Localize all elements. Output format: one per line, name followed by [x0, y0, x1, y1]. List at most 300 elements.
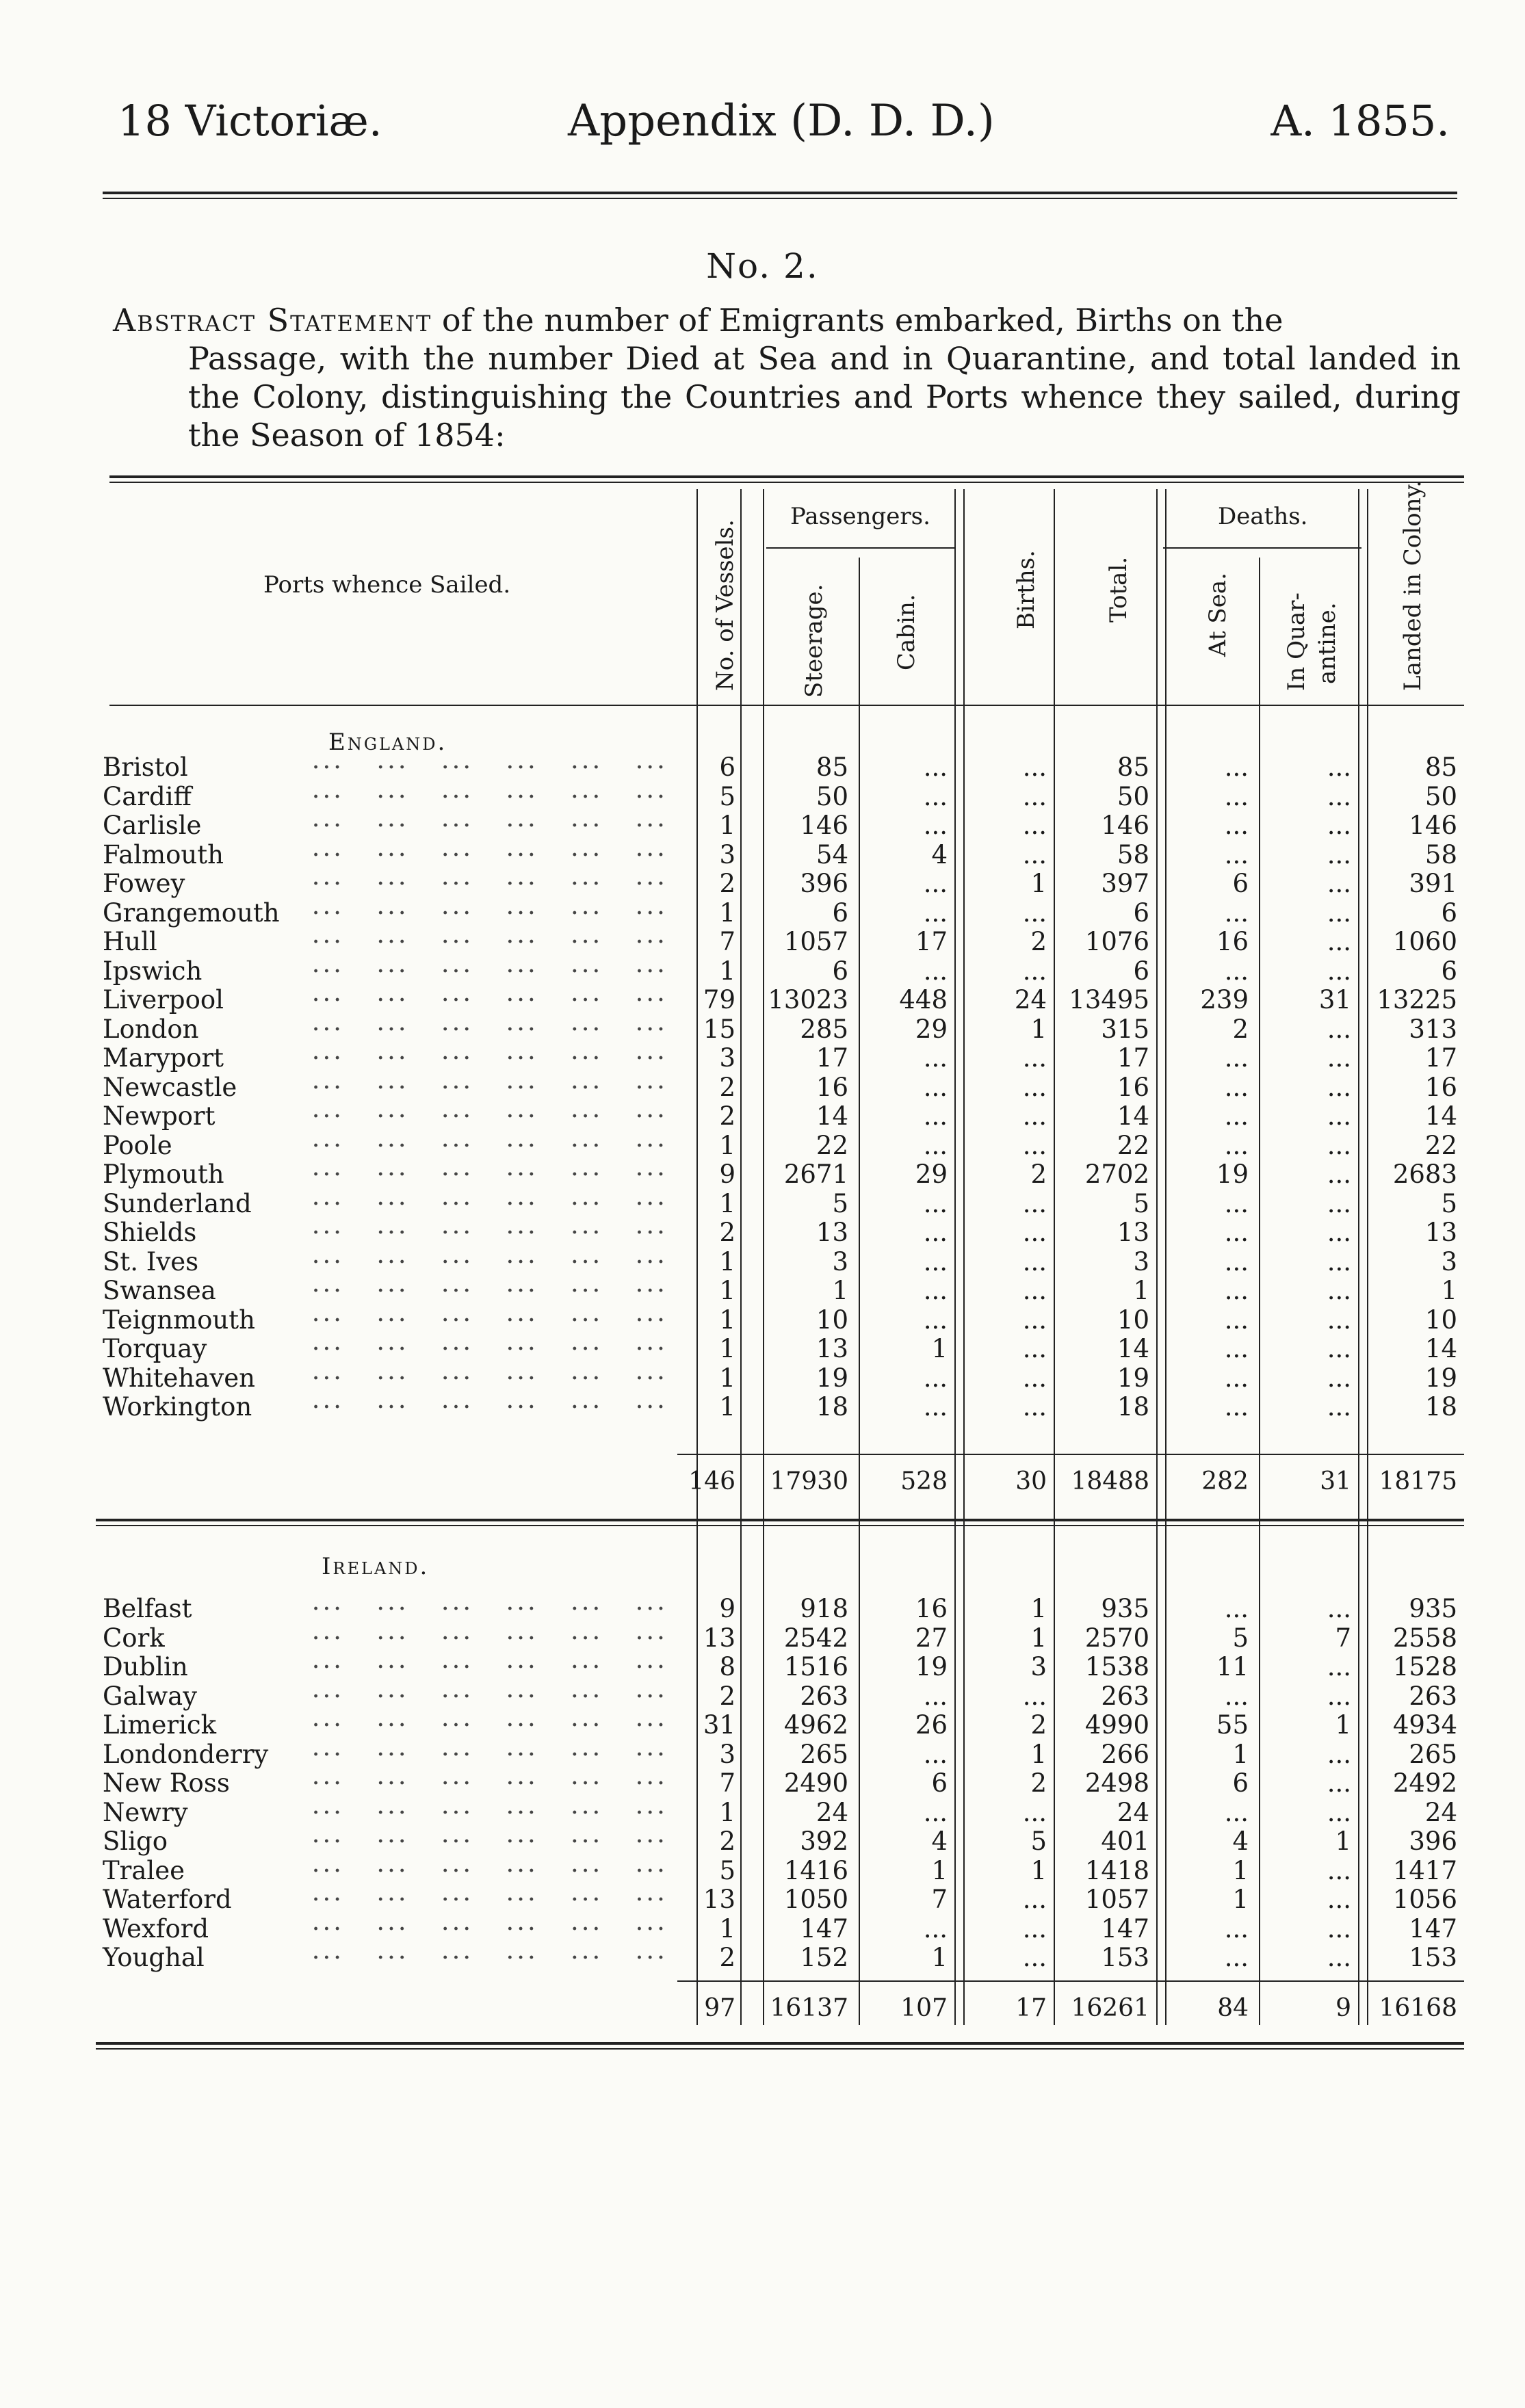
header-deaths: Deaths.	[1218, 503, 1308, 530]
cell-steerage: 147	[800, 1913, 848, 1944]
header-births: Births.	[1013, 550, 1040, 629]
cell-at-sea: ...	[1224, 1363, 1249, 1393]
dot-leader: ··· ··· ··· ··· ··· ···	[301, 869, 668, 898]
header-landed: Landed in Colony.	[1399, 480, 1426, 691]
cell-vessels: 1	[719, 1392, 735, 1422]
header-ports: Ports whence Sailed.	[263, 571, 511, 599]
cell-at-sea: ...	[1224, 752, 1249, 782]
cell-total: 14	[1117, 1334, 1149, 1363]
header-cabin: Cabin.	[893, 594, 920, 670]
table-row	[0, 752, 1525, 781]
port-name: Dublin	[103, 1652, 188, 1681]
cell-cabin: 4	[931, 1827, 948, 1856]
total-cabin: 528	[900, 1467, 948, 1495]
table-row	[0, 898, 1525, 927]
table-row	[0, 1943, 1525, 1972]
cell-at-sea: ...	[1224, 1246, 1249, 1277]
cell-steerage: 1050	[783, 1885, 848, 1914]
cell-at-sea: ...	[1224, 1218, 1249, 1247]
table-row	[0, 1914, 1525, 1943]
cell-vessels: 1	[719, 956, 735, 986]
cell-at-sea: ...	[1224, 1797, 1249, 1827]
dot-leader: ··· ··· ··· ··· ··· ···	[301, 1710, 668, 1740]
port-name: Shields	[103, 1218, 197, 1247]
cell-quarantine: 1	[1335, 1710, 1351, 1740]
cell-cabin: ...	[923, 1392, 948, 1422]
cell-steerage: 18	[816, 1392, 848, 1422]
port-name: Waterford	[103, 1885, 232, 1914]
cell-quarantine: ...	[1327, 1594, 1351, 1623]
cell-cabin: ...	[923, 1101, 948, 1131]
total-landed: 16168	[1379, 1994, 1457, 2022]
cell-vessels: 79	[703, 985, 735, 1015]
port-name: Newport	[103, 1101, 216, 1131]
cell-total: 153	[1101, 1943, 1149, 1972]
dot-leader: ··· ··· ··· ··· ··· ···	[301, 1363, 668, 1393]
cell-births: ...	[1022, 1334, 1047, 1363]
port-name: Youghal	[103, 1943, 205, 1972]
cell-total: 58	[1117, 839, 1149, 869]
cell-landed: 391	[1409, 869, 1457, 898]
table-row	[0, 1768, 1525, 1797]
cell-vessels: 1	[719, 1246, 735, 1277]
total-quarantine: 31	[1320, 1467, 1351, 1495]
dot-leader: ··· ··· ··· ··· ··· ···	[301, 811, 668, 840]
dot-leader: ··· ··· ··· ··· ··· ···	[301, 1623, 668, 1653]
total-vessels: 146	[688, 1467, 735, 1495]
cell-steerage: 263	[800, 1681, 848, 1711]
cell-births: ...	[1022, 1072, 1047, 1102]
running-head-right: A. 1855.	[1270, 96, 1450, 146]
cell-cabin: ...	[923, 1130, 948, 1160]
total-steerage: 17930	[770, 1467, 848, 1495]
cell-at-sea: ...	[1224, 811, 1249, 840]
cell-cabin: 6	[931, 1768, 948, 1798]
cell-at-sea: 11	[1216, 1652, 1249, 1681]
cell-vessels: 9	[719, 1160, 735, 1189]
cell-total: 50	[1117, 781, 1149, 811]
table-row	[0, 1681, 1525, 1710]
running-head	[0, 96, 1525, 150]
dot-leader: ··· ··· ··· ··· ··· ···	[301, 1652, 668, 1681]
port-name: Maryport	[103, 1043, 224, 1073]
cell-quarantine: ...	[1327, 1652, 1351, 1681]
cell-landed: 935	[1409, 1594, 1457, 1623]
cell-steerage: 285	[800, 1014, 848, 1044]
cell-vessels: 3	[719, 839, 735, 869]
cell-landed: 2558	[1392, 1623, 1457, 1653]
cell-landed: 10	[1424, 1305, 1457, 1335]
section-divider	[96, 1519, 1464, 1526]
cell-cabin: 7	[931, 1885, 948, 1914]
cell-landed: 50	[1424, 781, 1457, 811]
cell-at-sea: ...	[1224, 898, 1249, 928]
cell-landed: 147	[1409, 1913, 1457, 1944]
running-head-left: 18 Victoriæ.	[118, 96, 382, 146]
cell-cabin: 1	[931, 1943, 948, 1972]
cell-births: ...	[1022, 1130, 1047, 1160]
table-row	[0, 1015, 1525, 1043]
port-name: Plymouth	[103, 1160, 224, 1189]
cell-steerage: 396	[800, 869, 848, 898]
cell-total: 16	[1117, 1072, 1149, 1102]
cell-total: 1418	[1084, 1855, 1149, 1885]
dot-leader: ··· ··· ··· ··· ··· ···	[301, 1943, 668, 1972]
dot-leader: ··· ··· ··· ··· ··· ···	[301, 1305, 668, 1335]
cell-steerage: 6	[832, 898, 848, 928]
cell-steerage: 24	[816, 1797, 848, 1827]
cell-landed: 58	[1424, 839, 1457, 869]
port-name: New Ross	[103, 1768, 230, 1798]
cell-total: 1076	[1084, 927, 1149, 956]
cell-quarantine: ...	[1327, 1855, 1351, 1885]
cell-landed: 17	[1424, 1043, 1457, 1073]
cell-total: 6	[1133, 956, 1149, 986]
cell-at-sea: ...	[1224, 839, 1249, 869]
cell-total: 2570	[1084, 1623, 1149, 1653]
table-row	[0, 1043, 1525, 1072]
cell-total: 2702	[1084, 1160, 1149, 1189]
cell-quarantine: ...	[1327, 811, 1351, 840]
cell-steerage: 1057	[783, 927, 848, 956]
cell-vessels: 2	[719, 1827, 735, 1856]
table-row	[0, 1827, 1525, 1855]
cell-vessels: 1	[719, 1363, 735, 1393]
cell-landed: 4934	[1392, 1710, 1457, 1740]
caption-lead: Abstract Statement	[113, 302, 432, 339]
dot-leader: ··· ··· ··· ··· ··· ···	[301, 1072, 668, 1102]
cell-steerage: 2671	[783, 1160, 848, 1189]
cell-births: 1	[1030, 1594, 1047, 1623]
cell-vessels: 31	[703, 1710, 735, 1740]
port-name: Grangemouth	[103, 898, 280, 928]
cell-landed: 3	[1441, 1246, 1457, 1277]
total-vessels: 97	[704, 1994, 735, 2022]
dot-leader: ··· ··· ··· ··· ··· ···	[301, 898, 668, 928]
header-total: Total.	[1105, 556, 1132, 623]
cell-quarantine: ...	[1327, 1681, 1351, 1711]
cell-landed: 1417	[1392, 1855, 1457, 1885]
total-landed: 18175	[1379, 1467, 1457, 1495]
cell-steerage: 50	[816, 781, 848, 811]
header-steerage: Steerage.	[800, 584, 828, 698]
table-row	[0, 1885, 1525, 1913]
dot-leader: ··· ··· ··· ··· ··· ···	[301, 1276, 668, 1305]
cell-vessels: 2	[719, 869, 735, 898]
cell-births: ...	[1022, 1392, 1047, 1422]
cell-landed: 2492	[1392, 1768, 1457, 1798]
cell-births: ...	[1022, 1043, 1047, 1073]
header-passengers: Passengers.	[790, 503, 930, 530]
cell-landed: 14	[1424, 1101, 1457, 1131]
dot-leader: ··· ··· ··· ··· ··· ···	[301, 1334, 668, 1363]
port-name: Galway	[103, 1681, 198, 1711]
port-name: Carlisle	[103, 811, 202, 840]
cell-cabin: ...	[923, 1797, 948, 1827]
cell-births: 1	[1030, 1623, 1047, 1653]
cell-births: 2	[1030, 1710, 1047, 1740]
table-caption	[113, 301, 1461, 454]
total-quarantine: 9	[1335, 1994, 1351, 2022]
cell-landed: 146	[1409, 811, 1457, 840]
cell-landed: 85	[1424, 752, 1457, 782]
cell-vessels: 1	[719, 1276, 735, 1305]
cell-cabin: ...	[923, 1739, 948, 1769]
cell-steerage: 2542	[783, 1623, 848, 1653]
table-row	[0, 985, 1525, 1014]
cell-quarantine: ...	[1327, 898, 1351, 928]
section-ireland: Ireland.	[322, 1553, 430, 1580]
port-name: Workington	[103, 1392, 252, 1422]
cell-births: 3	[1030, 1652, 1047, 1681]
cell-steerage: 146	[800, 811, 848, 840]
cell-births: ...	[1022, 781, 1047, 811]
cell-steerage: 13	[816, 1334, 848, 1363]
cell-vessels: 5	[719, 781, 735, 811]
cell-at-sea: ...	[1224, 1943, 1249, 1972]
cell-cabin: 26	[915, 1710, 948, 1740]
cell-landed: 13	[1424, 1218, 1457, 1247]
ireland-total-rule	[677, 1980, 1464, 1982]
cell-births: ...	[1022, 839, 1047, 869]
cell-at-sea: 2	[1232, 1014, 1249, 1044]
cell-total: 146	[1101, 811, 1149, 840]
table-row	[0, 1073, 1525, 1101]
cell-steerage: 4962	[783, 1710, 848, 1740]
cell-vessels: 7	[719, 1768, 735, 1798]
section-england: England.	[328, 729, 447, 756]
table-top-rule	[109, 475, 1464, 483]
cell-landed: 313	[1409, 1014, 1457, 1044]
cell-vessels: 1	[719, 1913, 735, 1944]
dot-leader: ··· ··· ··· ··· ··· ···	[301, 1681, 668, 1711]
cell-cabin: ...	[923, 781, 948, 811]
header-at-sea: At Sea.	[1204, 573, 1231, 657]
cell-quarantine: ...	[1327, 781, 1351, 811]
cell-at-sea: ...	[1224, 1594, 1249, 1623]
top-rule	[103, 192, 1457, 199]
cell-vessels: 2	[719, 1681, 735, 1711]
cell-vessels: 9	[719, 1594, 735, 1623]
cell-births: 2	[1030, 927, 1047, 956]
cell-steerage: 2490	[783, 1768, 848, 1798]
cell-births: 2	[1030, 1160, 1047, 1189]
cell-at-sea: ...	[1224, 1130, 1249, 1160]
dot-leader: ··· ··· ··· ··· ··· ···	[301, 1855, 668, 1885]
cell-total: 22	[1117, 1130, 1149, 1160]
header-quarantine-1: In Quar-	[1283, 592, 1310, 691]
port-name: Liverpool	[103, 985, 224, 1015]
cell-births: ...	[1022, 752, 1047, 782]
port-name: Sunderland	[103, 1188, 252, 1218]
table-row	[0, 840, 1525, 869]
total-at-sea: 84	[1217, 1994, 1249, 2022]
dot-leader: ··· ··· ··· ··· ··· ···	[301, 1885, 668, 1914]
dot-leader: ··· ··· ··· ··· ··· ···	[301, 1101, 668, 1131]
cell-steerage: 19	[816, 1363, 848, 1393]
cell-cabin: 16	[915, 1594, 948, 1623]
cell-cabin: ...	[923, 869, 948, 898]
table-row	[0, 1594, 1525, 1623]
total-births: 30	[1015, 1467, 1047, 1495]
document-number: No. 2.	[706, 246, 819, 286]
cell-vessels: 5	[719, 1855, 735, 1885]
cell-at-sea: ...	[1224, 1101, 1249, 1131]
cell-quarantine: 31	[1318, 985, 1351, 1015]
cell-cabin: 27	[915, 1623, 948, 1653]
port-name: Poole	[103, 1130, 172, 1160]
cell-births: ...	[1022, 1913, 1047, 1944]
cell-births: ...	[1022, 811, 1047, 840]
port-name: Newcastle	[103, 1072, 237, 1102]
table-row	[0, 1710, 1525, 1739]
cell-vessels: 2	[719, 1218, 735, 1247]
cell-vessels: 1	[719, 811, 735, 840]
caption-continuation: Passage, with the number Died at Sea and in Quarantine, and total landed in the Colony, distinguishing the Countries and Ports whence they sailed, during the Season of 1854:	[188, 340, 1461, 454]
cell-total: 147	[1101, 1913, 1149, 1944]
cell-steerage: 22	[816, 1130, 848, 1160]
cell-births: 1	[1030, 869, 1047, 898]
port-name: Teignmouth	[103, 1305, 255, 1335]
deaths-subrule	[1163, 547, 1361, 549]
cell-vessels: 1	[719, 1130, 735, 1160]
cell-at-sea: 1	[1232, 1885, 1249, 1914]
cell-landed: 1528	[1392, 1652, 1457, 1681]
cell-landed: 263	[1409, 1681, 1457, 1711]
cell-landed: 6	[1441, 956, 1457, 986]
cell-total: 1	[1133, 1276, 1149, 1305]
cell-at-sea: ...	[1224, 1043, 1249, 1073]
cell-total: 935	[1101, 1594, 1149, 1623]
cell-steerage: 265	[800, 1739, 848, 1769]
passengers-subrule	[766, 547, 954, 549]
cell-total: 24	[1117, 1797, 1149, 1827]
cell-cabin: ...	[923, 1363, 948, 1393]
port-name: Limerick	[103, 1710, 217, 1740]
cell-quarantine: ...	[1327, 839, 1351, 869]
cell-vessels: 1	[719, 898, 735, 928]
cell-at-sea: 5	[1232, 1623, 1249, 1653]
total-at-sea: 282	[1201, 1467, 1249, 1495]
table-row	[0, 1305, 1525, 1334]
cell-quarantine: ...	[1327, 1043, 1351, 1073]
table-row	[0, 1160, 1525, 1188]
cell-vessels: 1	[719, 1334, 735, 1363]
running-head-center: Appendix (D. D. D.)	[568, 96, 995, 146]
cell-landed: 265	[1409, 1739, 1457, 1769]
port-name: Whitehaven	[103, 1363, 255, 1393]
dot-leader: ··· ··· ··· ··· ··· ···	[301, 781, 668, 811]
port-name: Swansea	[103, 1276, 216, 1305]
cell-quarantine: 1	[1335, 1827, 1351, 1856]
port-name: Bristol	[103, 752, 188, 782]
cell-quarantine: ...	[1327, 1334, 1351, 1363]
cell-total: 1538	[1084, 1652, 1149, 1681]
dot-leader: ··· ··· ··· ··· ··· ···	[301, 985, 668, 1015]
table-row	[0, 1334, 1525, 1363]
total-steerage: 16137	[770, 1994, 848, 2022]
cell-vessels: 1	[719, 1188, 735, 1218]
port-name: Newry	[103, 1797, 188, 1827]
port-name: Torquay	[103, 1334, 207, 1363]
cell-cabin: 17	[915, 927, 948, 956]
port-name: Fowey	[103, 869, 185, 898]
cell-landed: 14	[1424, 1334, 1457, 1363]
table-row	[0, 1392, 1525, 1421]
table-row	[0, 1276, 1525, 1305]
cell-vessels: 1	[719, 1797, 735, 1827]
cell-births: 1	[1030, 1739, 1047, 1769]
cell-at-sea: ...	[1224, 956, 1249, 986]
table-row	[0, 1623, 1525, 1652]
dot-leader: ··· ··· ··· ··· ··· ···	[301, 1594, 668, 1623]
cell-quarantine: ...	[1327, 1276, 1351, 1305]
cell-quarantine: ...	[1327, 1943, 1351, 1972]
cell-total: 19	[1117, 1363, 1149, 1393]
dot-leader: ··· ··· ··· ··· ··· ···	[301, 1043, 668, 1073]
cell-vessels: 2	[719, 1943, 735, 1972]
cell-cabin: 1	[931, 1855, 948, 1885]
cell-quarantine: ...	[1327, 956, 1351, 986]
cell-at-sea: ...	[1224, 1334, 1249, 1363]
cell-landed: 22	[1424, 1130, 1457, 1160]
cell-quarantine: ...	[1327, 1218, 1351, 1247]
cell-steerage: 85	[816, 752, 848, 782]
dot-leader: ··· ··· ··· ··· ··· ···	[301, 839, 668, 869]
cell-at-sea: ...	[1224, 1276, 1249, 1305]
cell-steerage: 152	[800, 1943, 848, 1972]
cell-vessels: 7	[719, 927, 735, 956]
port-name: Falmouth	[103, 839, 224, 869]
cell-landed: 1	[1441, 1276, 1457, 1305]
table-row	[0, 927, 1525, 956]
cell-births: 2	[1030, 1768, 1047, 1798]
cell-vessels: 3	[719, 1043, 735, 1073]
cell-at-sea: ...	[1224, 1681, 1249, 1711]
cell-cabin: ...	[923, 1681, 948, 1711]
cell-landed: 18	[1424, 1392, 1457, 1422]
cell-landed: 153	[1409, 1943, 1457, 1972]
cell-births: ...	[1022, 956, 1047, 986]
port-name: Londonderry	[103, 1739, 269, 1769]
dot-leader: ··· ··· ··· ··· ··· ···	[301, 1392, 668, 1422]
cell-total: 401	[1101, 1827, 1149, 1856]
header-vessels: No. of Vessels.	[712, 519, 739, 691]
dot-leader: ··· ··· ··· ··· ··· ···	[301, 1913, 668, 1944]
cell-cabin: 19	[915, 1652, 948, 1681]
cell-births: ...	[1022, 1305, 1047, 1335]
header-bottom-rule	[109, 705, 1464, 706]
cell-quarantine: 7	[1335, 1623, 1351, 1653]
cell-vessels: 6	[719, 752, 735, 782]
cell-total: 4990	[1084, 1710, 1149, 1740]
cell-births: ...	[1022, 1943, 1047, 1972]
cell-steerage: 10	[816, 1305, 848, 1335]
cell-vessels: 2	[719, 1072, 735, 1102]
dot-leader: ··· ··· ··· ··· ··· ···	[301, 1130, 668, 1160]
cell-vessels: 13	[703, 1623, 735, 1653]
table-row	[0, 1247, 1525, 1276]
dot-leader: ··· ··· ··· ··· ··· ···	[301, 927, 668, 956]
table-row	[0, 1363, 1525, 1392]
cell-quarantine: ...	[1327, 1885, 1351, 1914]
cell-at-sea: ...	[1224, 1305, 1249, 1335]
header-quarantine-2: antine.	[1314, 602, 1341, 684]
cell-at-sea: 4	[1232, 1827, 1249, 1856]
cell-steerage: 5	[832, 1188, 848, 1218]
total-births: 17	[1015, 1994, 1047, 2022]
cell-cabin: ...	[923, 1246, 948, 1277]
